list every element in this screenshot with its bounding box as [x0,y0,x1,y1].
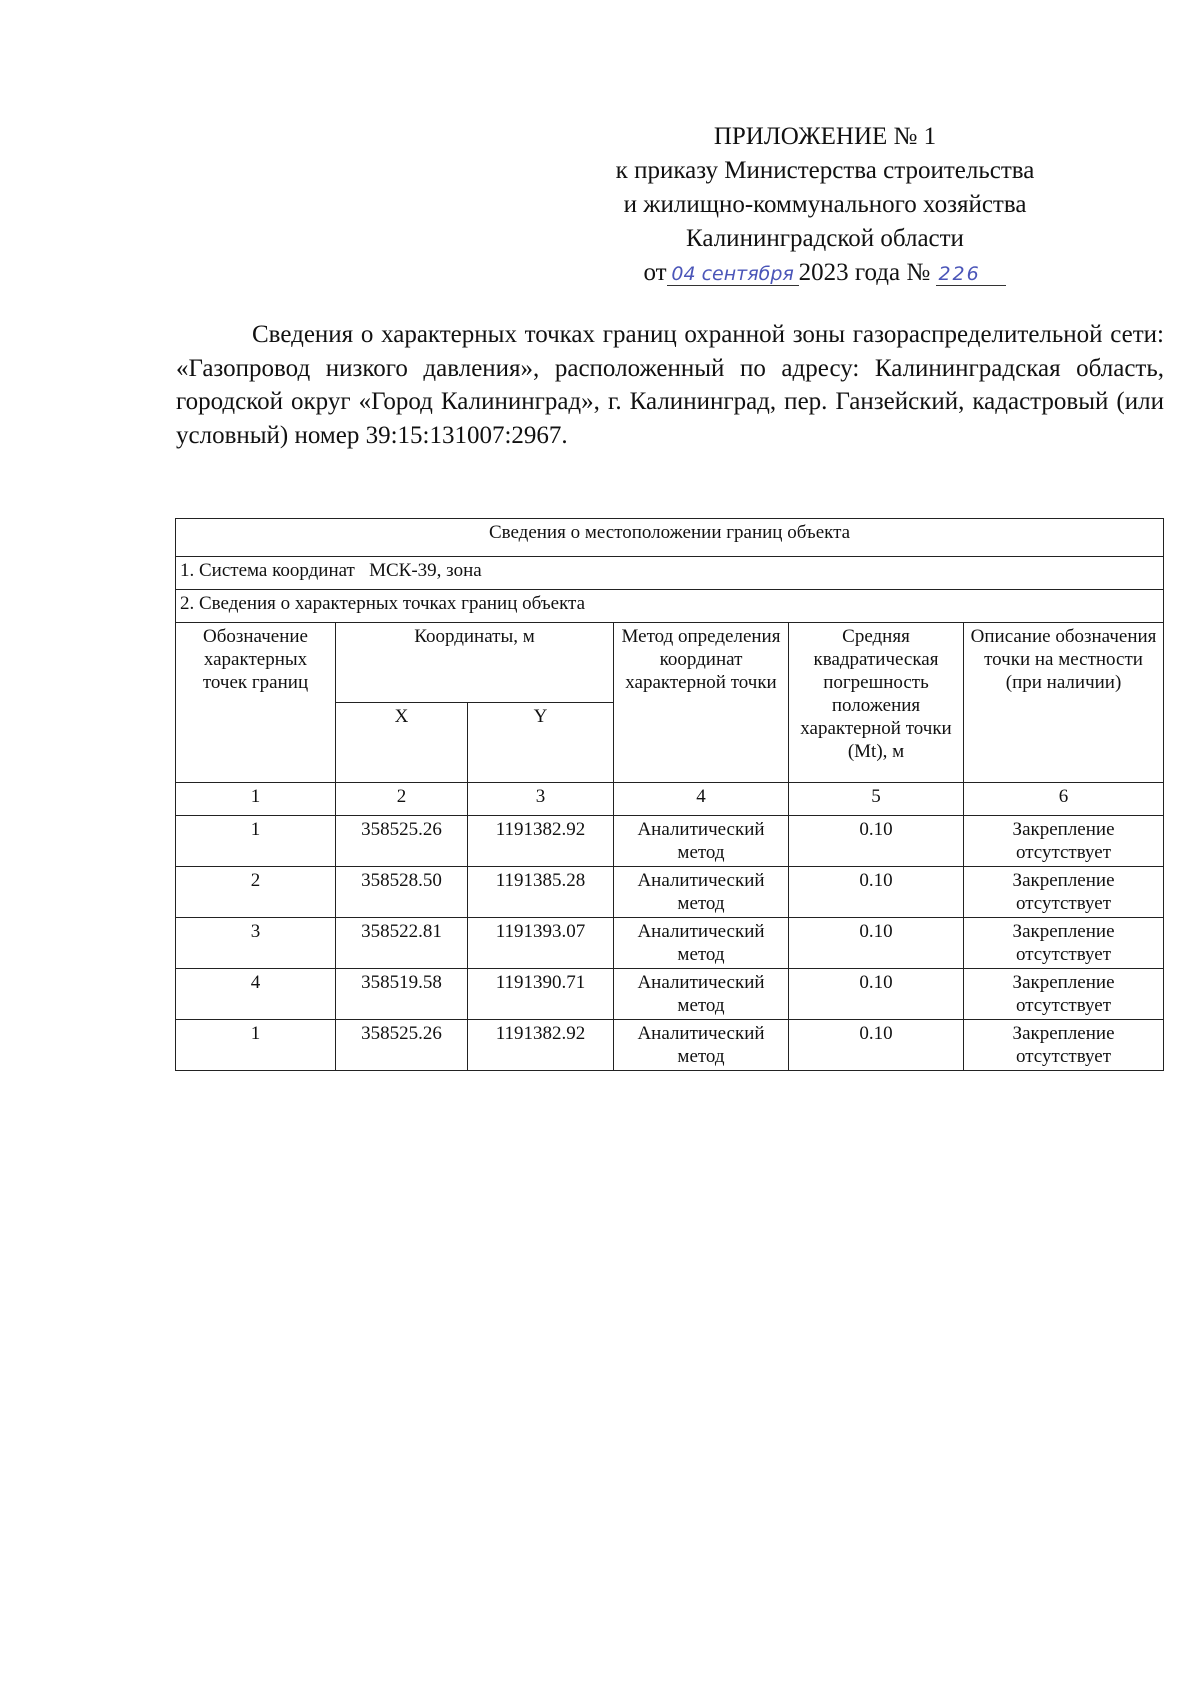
point-cell: 2 [176,867,336,918]
appendix-header [560,120,1090,290]
order-line-3: Калининградской области [686,225,964,252]
column-index: 1 [176,783,336,816]
column-index: 3 [468,783,614,816]
header-y: Y [468,703,614,783]
method-cell: Аналитический метод [614,867,789,918]
error-cell: 0.10 [789,918,964,969]
column-index: 5 [789,783,964,816]
coordinate-system-label: 1. Система координат [180,560,355,581]
table-row [176,867,1164,918]
column-index: 4 [614,783,789,816]
handwritten-order-number: 226 [936,263,1006,286]
intro-paragraph: Сведения о характерных точках границ охранной зоны газораспределительной сети: «Газопровод низкого давления», расположенный по адресу: Калининградская область, городской округ «Город Калининград», г. Калининград, пер. Ганзейский, кадастровый (или условный) номер 39:15:131007:2967. [176,321,1164,449]
header-error: Средняя квадратическая погрешность положения характерной точки (Mt), м [789,623,964,783]
order-date-line [560,256,1090,290]
points-section-label: 2. Сведения о характерных точках границ объекта [176,590,1164,623]
coordinate-system-value: МСК-39, зона [369,560,482,581]
description-cell: Закрепление отсутствует [964,918,1164,969]
column-index: 2 [336,783,468,816]
order-line-2: и жилищно-коммунального хозяйства [623,191,1027,218]
date-year: 2023 года № [798,259,931,286]
point-cell: 1 [176,816,336,867]
description-cell: Закрепление отсутствует [964,867,1164,918]
header-coordinates: Координаты, м [336,623,614,703]
error-cell: 0.10 [789,969,964,1020]
method-cell: Аналитический метод [614,918,789,969]
column-index: 6 [964,783,1164,816]
y-cell: 1191393.07 [468,918,614,969]
header-description: Описание обозначения точки на местности (при наличии) [964,623,1164,783]
date-prefix: от [643,259,667,286]
header-designation: Обозначение характерных точек границ [176,623,336,783]
x-cell: 358522.81 [336,918,468,969]
x-cell: 358525.26 [336,1020,468,1071]
error-cell: 0.10 [789,816,964,867]
table-row [176,1020,1164,1071]
x-cell: 358528.50 [336,867,468,918]
point-cell: 3 [176,918,336,969]
method-cell: Аналитический метод [614,816,789,867]
table-row [176,969,1164,1020]
x-cell: 358519.58 [336,969,468,1020]
error-cell: 0.10 [789,867,964,918]
order-line-1: к приказу Министерства строительства [615,157,1035,184]
table-row [176,816,1164,867]
header-x: X [336,703,468,783]
method-cell: Аналитический метод [614,969,789,1020]
table-title: Сведения о местоположении границ объекта [176,519,1164,557]
x-cell: 358525.26 [336,816,468,867]
y-cell: 1191390.71 [468,969,614,1020]
header-method: Метод определения координат характерной точки [614,623,789,783]
table-row [176,918,1164,969]
y-cell: 1191385.28 [468,867,614,918]
y-cell: 1191382.92 [468,816,614,867]
coordinate-system-row [176,557,1164,590]
point-cell: 4 [176,969,336,1020]
handwritten-date: 04 сентября [667,263,799,286]
description-cell: Закрепление отсутствует [964,969,1164,1020]
description-cell: Закрепление отсутствует [964,1020,1164,1071]
appendix-title: ПРИЛОЖЕНИЕ № 1 [713,123,937,150]
error-cell: 0.10 [789,1020,964,1071]
y-cell: 1191382.92 [468,1020,614,1071]
point-cell: 1 [176,1020,336,1071]
description-cell: Закрепление отсутствует [964,816,1164,867]
boundary-points-table [175,518,1164,1071]
method-cell: Аналитический метод [614,1020,789,1071]
